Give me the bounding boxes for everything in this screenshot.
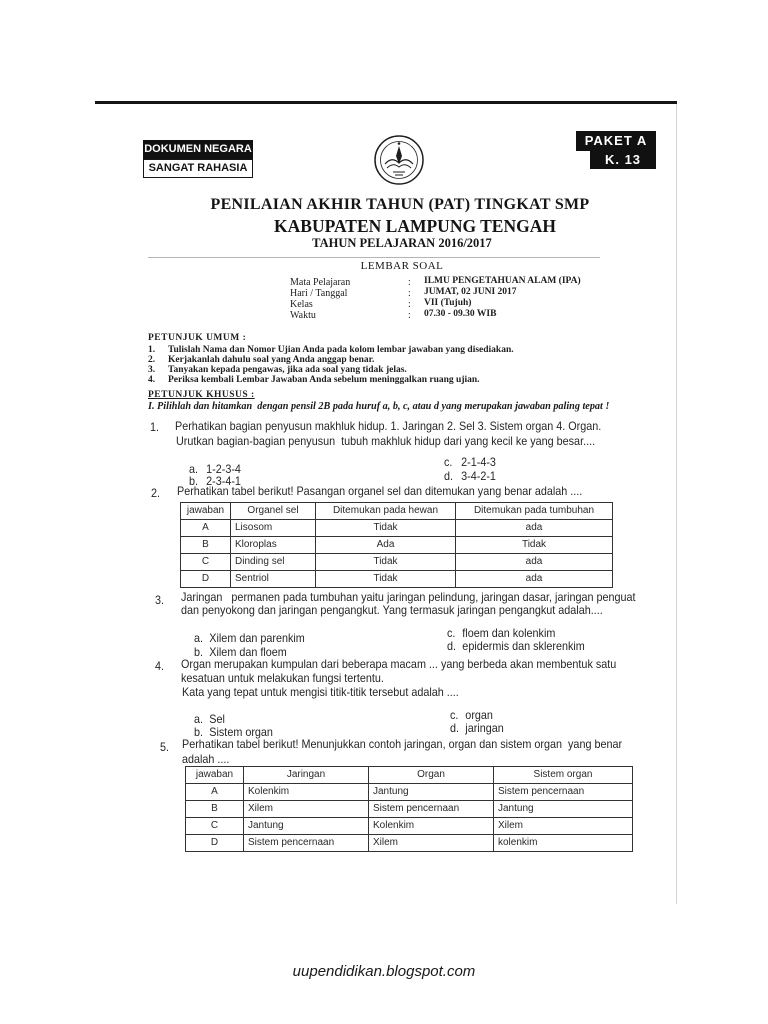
general-instructions-heading: PETUNJUK UMUM : [148,333,247,343]
info-value-class: VII (Tujuh) [424,298,472,308]
column-header-organelle: Organel sel [231,503,316,520]
region-title: KABUPATEN LAMPUNG TENGAH [274,216,556,236]
curriculum-label: K. 13 [590,151,656,169]
academic-year: TAHUN PELAJARAN 2016/2017 [312,236,492,250]
option-letter: d. [450,721,460,735]
instruction-number: 3. [148,365,156,375]
question-number: 4. [155,659,165,673]
table-cell: Jantung [494,801,633,818]
option-text: 2-3-4-1 [206,474,241,488]
table-cell: Sentriol [231,571,316,588]
instruction-text: Periksa kembali Lembar Jawaban Anda sebelum meninggalkan ruang ujian. [168,375,480,385]
info-label-time: Waktu [290,310,316,321]
table-cell: Lisosom [231,520,316,537]
table-row [181,537,613,554]
option-text: Xilem dan parenkim [209,631,305,645]
table-cell: Jantung [369,784,494,801]
info-label-day-date: Hari / Tanggal [290,288,348,299]
table-cell: Kloroplas [231,537,316,554]
option-letter: c. [450,708,459,722]
info-label-subject: Mata Pelajaran [290,277,351,288]
question-text: Organ merupakan kumpulan dari beberapa macam ... yang berbeda akan membentuk satu [181,657,617,671]
table-cell: A [186,784,244,801]
question-text: Urutkan bagian-bagian penyusun tubuh makhluk hidup dari yang kecil ke yang besar.... [176,434,596,448]
info-sep: : [408,277,411,288]
column-header-tissue: Jaringan [244,767,369,784]
secrecy-label: SANGAT RAHASIA [143,159,253,178]
option-text: organ [465,708,493,722]
question-text: dan penyokong dan jaringan pengangkut. Yang termasuk jaringan pengangkut adalah.... [181,603,603,617]
column-header-answer: jawaban [186,767,244,784]
column-header-organ: Organ [369,767,494,784]
table-cell: Xilem [244,801,369,818]
question-text: Kata yang tepat untuk mengisi titik-titik tersebut adalah .... [182,685,459,699]
info-sep: : [408,288,411,299]
table-cell: Kolenkim [244,784,369,801]
package-label: PAKET A [576,131,656,151]
organelle-table [180,502,613,588]
question-number: 1. [150,420,160,434]
table-row [186,835,633,852]
option-letter: a. [189,462,199,476]
instruction-number: 4. [148,375,156,385]
table-cell: B [186,801,244,818]
instruction-text: Tulislah Nama dan Nomor Ujian Anda pada kolom lembar jawaban yang disediakan. [168,345,514,355]
option-letter: d. [447,639,457,653]
instruction-number: 1. [148,345,156,355]
ministry-logo [373,134,425,186]
column-header-animal: Ditemukan pada hewan [316,503,456,520]
table-cell: ada [456,520,613,537]
exam-title: PENILAIAN AKHIR TAHUN (PAT) TINGKAT SMP [210,196,590,213]
table-header-row [186,767,633,784]
table-cell: D [181,571,231,588]
option-letter: a. [194,712,204,726]
question-number: 5. [160,740,170,754]
table-cell: ada [456,571,613,588]
specific-instructions-text: I. Pilihlah dan hitamkan dengan pensil 2B pada huruf a, b, c, atau d yang merupakan jawaban paling tepat ! [148,401,610,412]
question-text: Jaringan permanen pada tumbuhan yaitu jaringan pelindung, jaringan dasar, jaringan penguat [181,590,636,604]
table-cell: Sistem pencernaan [494,784,633,801]
option-letter: b. [194,645,204,659]
instruction-text: Tanyakan kepada pengawas, jika ada soal yang tidak jelas. [168,365,407,375]
table-cell: A [181,520,231,537]
info-value-subject: ILMU PENGETAHUAN ALAM (IPA) [424,276,581,286]
option-letter: c. [444,455,453,469]
table-cell: Ada [316,537,456,554]
question-text: Perhatikan tabel berikut! Pasangan organel sel dan ditemukan yang benar adalah .... [177,484,583,498]
option-letter: a. [194,631,204,645]
top-border-line [95,101,677,104]
option-text: Sistem organ [209,725,273,739]
table-cell: ada [456,554,613,571]
question-text: Perhatikan tabel berikut! Menunjukkan contoh jaringan, organ dan sistem organ yang benar [182,737,623,751]
info-sep: : [408,310,411,321]
table-cell: Tidak [316,571,456,588]
table-cell: Jantung [244,818,369,835]
table-row [186,784,633,801]
instruction-number: 2. [148,355,156,365]
option-text: 1-2-3-4 [206,462,241,476]
info-sep: : [408,299,411,310]
document-label: DOKUMEN NEGARA [143,140,253,159]
table-row [181,571,613,588]
column-header-answer: jawaban [181,503,231,520]
header-divider [148,257,600,258]
info-value-time: 07.30 - 09.30 WIB [424,309,497,319]
table-cell: B [181,537,231,554]
table-row [181,554,613,571]
column-header-plant: Ditemukan pada tumbuhan [456,503,613,520]
tut-wuri-emblem-icon [373,134,425,186]
table-cell: Tidak [316,554,456,571]
question-number: 2. [151,486,161,500]
specific-instructions-heading: PETUNJUK KHUSUS : [148,390,255,400]
column-header-organ-system: Sistem organ [494,767,633,784]
option-letter: d. [444,469,454,483]
question-text: Perhatikan bagian penyusun makhluk hidup. 1. Jaringan 2. Sel 3. Sistem organ 4. Organ. [175,419,602,433]
table-row [186,818,633,835]
option-text: floem dan kolenkim [462,626,556,640]
info-label-class: Kelas [290,299,313,310]
option-letter: b. [194,725,204,739]
option-letter: b. [189,474,199,488]
sheet-title: LEMBAR SOAL [360,260,444,272]
table-cell: C [181,554,231,571]
option-text: epidermis dan sklerenkim [462,639,585,653]
option-text: Sel [209,712,225,726]
option-text: Xilem dan floem [209,645,287,659]
table-cell: D [186,835,244,852]
table-cell: kolenkim [494,835,633,852]
table-cell: Tidak [316,520,456,537]
table-cell: Xilem [369,835,494,852]
question-text: kesatuan untuk melakukan fungsi tertentu. [181,671,384,685]
table-header-row [181,503,613,520]
tissue-organ-table [185,766,633,852]
option-text: 2-1-4-3 [461,455,496,469]
table-cell: Sistem pencernaan [369,801,494,818]
table-cell: Dinding sel [231,554,316,571]
table-row [181,520,613,537]
table-cell: Xilem [494,818,633,835]
footer-site: uupendidikan.blogspot.com [292,963,476,980]
table-cell: C [186,818,244,835]
table-cell: Tidak [456,537,613,554]
instruction-text: Kerjakanlah dahulu soal yang Anda anggap benar. [168,355,375,365]
paper-edge [676,104,677,904]
table-cell: Kolenkim [369,818,494,835]
table-row [186,801,633,818]
option-letter: c. [447,626,456,640]
option-text: jaringan [465,721,504,735]
question-text: adalah .... [182,752,230,766]
info-value-day-date: JUMAT, 02 JUNI 2017 [424,287,517,297]
table-cell: Sistem pencernaan [244,835,369,852]
question-number: 3. [155,593,165,607]
option-text: 3-4-2-1 [461,469,496,483]
